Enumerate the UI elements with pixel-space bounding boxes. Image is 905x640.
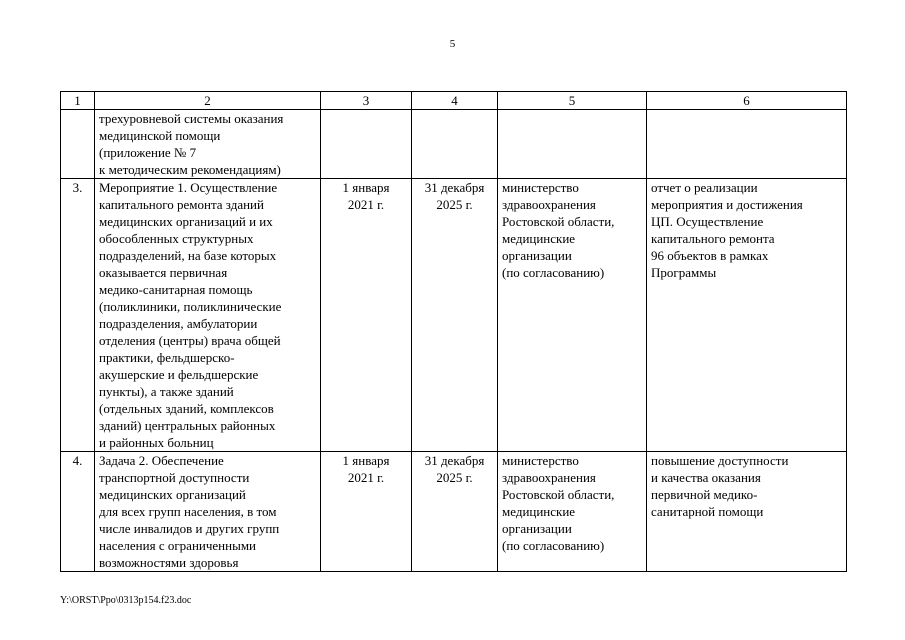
row-end-date: 31 декабря 2025 г. [412,179,498,452]
row-start-date [321,110,412,179]
table-row [61,110,847,179]
row-description: трехуровневой системы оказания медицинской помощи (приложение № 7 к методическим рекомендациям) [95,110,321,179]
row-end-date: 31 декабря 2025 г. [412,452,498,572]
row-result: отчет о реализации мероприятия и достижения ЦП. Осуществление капитального ремонта 96 объектов в рамках Программы [647,179,847,452]
header-cell-2: 2 [95,92,321,110]
row-description: Мероприятие 1. Осуществление капитального ремонта зданий медицинских организаций и их обособленных структурных подразделений, на базе которых оказывается первичная медико-санитарная помощь (поликлиники, поликлинические подразделения, амбулатории отделения (центры) врача общей практики, фельдшерско- акушерские и фельдшерские пункты), а также зданий (отдельных зданий, комплексов зданий) центральных районных и районных больниц [95,179,321,452]
page-number: 5 [449,38,456,50]
row-number [61,110,95,179]
row-result: повышение доступности и качества оказания первичной медико- санитарной помощи [647,452,847,572]
header-cell-1: 1 [61,92,95,110]
row-number: 3. [61,179,95,452]
header-cell-6: 6 [647,92,847,110]
row-responsible [498,110,647,179]
table-row [61,452,847,572]
plan-table [60,91,847,572]
row-end-date [412,110,498,179]
table-header-row [61,92,847,110]
table-row [61,179,847,452]
row-description: Задача 2. Обеспечение транспортной доступности медицинских организаций для всех групп населения, в том числе инвалидов и других групп населения с ограниченными возможностями здоровья [95,452,321,572]
row-start-date: 1 января 2021 г. [321,452,412,572]
row-number: 4. [61,452,95,572]
header-cell-4: 4 [412,92,498,110]
row-start-date: 1 января 2021 г. [321,179,412,452]
row-responsible: министерство здравоохранения Ростовской области, медицинские организации (по согласованию) [498,179,647,452]
row-responsible: министерство здравоохранения Ростовской области, медицинские организации (по согласованию) [498,452,647,572]
footer-file-path: Y:\ORST\Ppo\0313p154.f23.doc [60,595,192,606]
header-cell-5: 5 [498,92,647,110]
header-cell-3: 3 [321,92,412,110]
row-result [647,110,847,179]
